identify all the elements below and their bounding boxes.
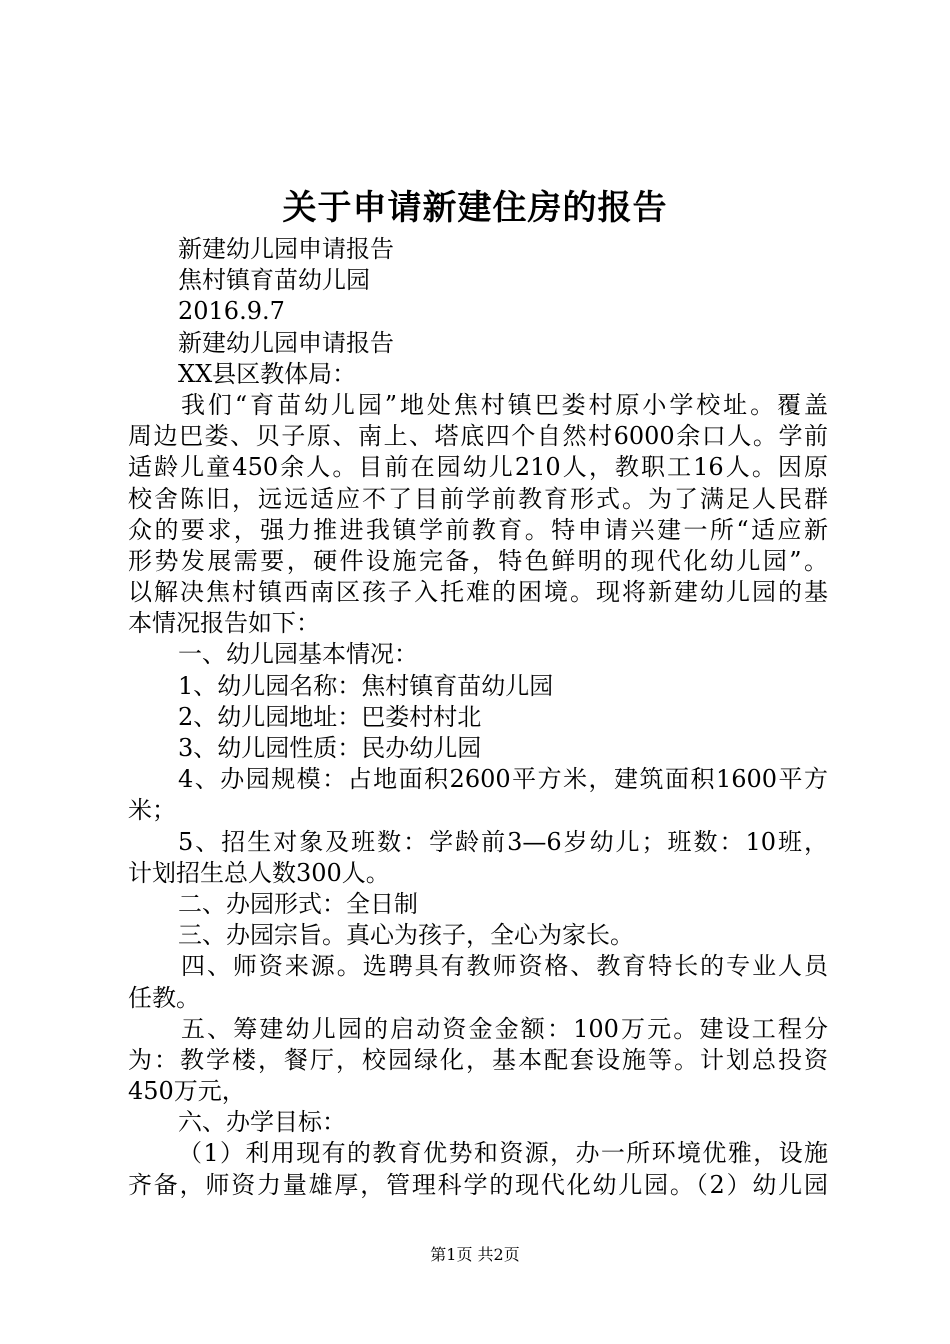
paragraph-line: 形势发展需要，硬件设施完备，特色鲜明的现代化幼儿园”。 [128,546,828,575]
recipient-line: XX县区教体局： [178,359,357,388]
date-line: 2016.9.7 [178,297,285,326]
paragraph-line: 校舍陈旧，远远适应不了目前学前教育形式。为了满足人民群 [128,484,828,513]
paragraph-line: 以解决焦村镇西南区孩子入托难的困境。现将新建幼儿园的基 [128,578,828,607]
list-item: 4、办园规模：占地面积2600平方米，建筑面积1600平方 [178,765,828,794]
paragraph-line: （1）利用现有的教育优势和资源，办一所环境优雅，设施 [178,1139,828,1168]
section-heading: 二、办园形式：全日制 [178,889,418,918]
section-continuation: 为：教学楼，餐厅，校园绿化，基本配套设施等。计划总投资 [128,1045,828,1074]
document-body [128,234,828,1201]
author-line: 焦村镇育苗幼儿园 [178,266,370,295]
list-item: 3、幼儿园性质：民办幼儿园 [178,734,482,762]
section-continuation: 450万元， [128,1077,246,1106]
paragraph-line: 我们“育苗幼儿园”地处焦村镇巴娄村原小学校址。覆盖 [181,390,828,419]
paragraph-line: 众的要求，强力推进我镇学前教育。特申请兴建一所“适应新 [128,515,828,544]
section-heading: 三、办园宗旨。真心为孩子，全心为家长。 [178,921,634,950]
section-heading: 六、办学目标： [178,1108,346,1137]
list-item-continuation: 米； [128,796,176,825]
section-heading: 四、师资来源。选聘具有教师资格、教育特长的专业人员 [181,952,828,981]
section-heading: 一、幼儿园基本情况： [178,640,418,669]
section-heading: 五、筹建幼儿园的启动资金金额：100万元。建设工程分 [181,1014,828,1043]
subtitle-line: 新建幼儿园申请报告 [178,235,394,263]
list-item: 5、招生对象及班数：学龄前3—6岁幼儿；班数：10班， [178,827,828,856]
document-title: 关于申请新建住房的报告 [282,188,668,228]
paragraph-line: 适龄儿童450余人。目前在园幼儿210人，教职工16人。因原 [128,453,828,482]
list-item: 1、幼儿园名称：焦村镇育苗幼儿园 [178,671,554,700]
heading-line: 新建幼儿园申请报告 [178,328,394,357]
paragraph-line: 本情况报告如下： [128,609,320,638]
list-item: 2、幼儿园地址：巴娄村村北 [178,702,482,731]
paragraph-line: 齐备，师资力量雄厚，管理科学的现代化幼儿园。（2）幼儿园 [128,1170,828,1199]
list-item-continuation: 计划招生总人数300人。 [128,858,390,887]
page-footer: 第1页 共2页 [430,1245,520,1264]
section-continuation: 任教。 [128,983,200,1012]
paragraph-line: 周边巴娄、贝子原、南上、塔底四个自然村6000余口人。学前 [128,422,828,451]
